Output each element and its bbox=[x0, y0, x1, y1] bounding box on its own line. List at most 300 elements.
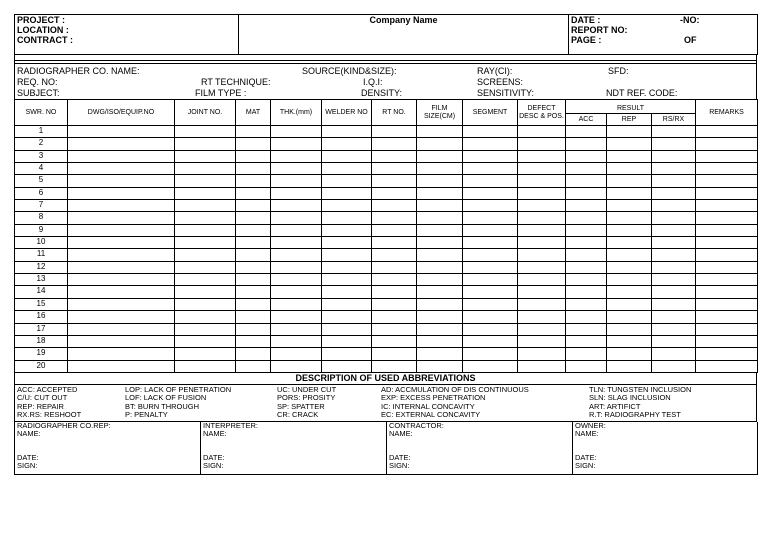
table-cell[interactable] bbox=[566, 138, 607, 150]
table-cell[interactable] bbox=[271, 261, 322, 273]
table-cell[interactable] bbox=[322, 323, 372, 335]
table-cell[interactable] bbox=[322, 200, 372, 212]
table-cell[interactable] bbox=[372, 274, 417, 286]
company-name-cell bbox=[239, 15, 569, 55]
table-cell[interactable] bbox=[372, 200, 417, 212]
table-cell[interactable] bbox=[175, 323, 236, 335]
table-cell[interactable] bbox=[236, 138, 271, 150]
table-cell[interactable] bbox=[607, 224, 652, 236]
table-cell[interactable] bbox=[696, 163, 758, 175]
table-row bbox=[15, 200, 758, 212]
table-cell[interactable] bbox=[271, 348, 322, 360]
table-cell[interactable] bbox=[607, 323, 652, 335]
table-cell[interactable] bbox=[271, 175, 322, 187]
table-cell[interactable] bbox=[463, 323, 518, 335]
row-number: 16 bbox=[15, 311, 68, 323]
table-cell[interactable] bbox=[566, 286, 607, 298]
table-cell[interactable] bbox=[68, 274, 175, 286]
table-cell[interactable] bbox=[607, 298, 652, 310]
table-cell[interactable] bbox=[372, 212, 417, 224]
table-cell[interactable] bbox=[696, 274, 758, 286]
table-cell[interactable] bbox=[175, 286, 236, 298]
table-cell[interactable] bbox=[236, 261, 271, 273]
table-cell[interactable] bbox=[372, 360, 417, 372]
table-cell[interactable] bbox=[68, 311, 175, 323]
table-cell[interactable] bbox=[518, 323, 566, 335]
table-cell[interactable] bbox=[68, 348, 175, 360]
table-cell[interactable] bbox=[417, 175, 463, 187]
table-cell[interactable] bbox=[607, 150, 652, 162]
table-cell[interactable] bbox=[68, 323, 175, 335]
table-cell[interactable] bbox=[175, 237, 236, 249]
col-header-thk: THK.(mm) bbox=[271, 100, 322, 126]
table-cell[interactable] bbox=[607, 212, 652, 224]
table-cell[interactable] bbox=[463, 286, 518, 298]
table-cell[interactable] bbox=[271, 360, 322, 372]
table-cell[interactable] bbox=[236, 298, 271, 310]
table-cell[interactable] bbox=[518, 138, 566, 150]
table-cell[interactable] bbox=[236, 360, 271, 372]
table-cell[interactable] bbox=[417, 212, 463, 224]
table-cell[interactable] bbox=[322, 360, 372, 372]
table-cell[interactable] bbox=[652, 348, 696, 360]
table-cell[interactable] bbox=[322, 237, 372, 249]
table-cell[interactable] bbox=[696, 323, 758, 335]
table-cell[interactable] bbox=[271, 138, 322, 150]
table-cell[interactable] bbox=[175, 200, 236, 212]
table-cell[interactable] bbox=[322, 224, 372, 236]
table-cell[interactable] bbox=[463, 126, 518, 138]
rt-technique-label: RT TECHNIQUE: bbox=[201, 77, 271, 87]
table-cell[interactable] bbox=[696, 212, 758, 224]
table-cell[interactable] bbox=[518, 200, 566, 212]
table-cell[interactable] bbox=[175, 126, 236, 138]
table-cell[interactable] bbox=[652, 237, 696, 249]
density-label: DENSITY: bbox=[361, 88, 403, 98]
table-cell[interactable] bbox=[417, 163, 463, 175]
table-cell[interactable] bbox=[518, 261, 566, 273]
table-cell[interactable] bbox=[607, 348, 652, 360]
table-cell[interactable] bbox=[372, 150, 417, 162]
table-cell[interactable] bbox=[68, 175, 175, 187]
table-cell[interactable] bbox=[566, 126, 607, 138]
table-cell[interactable] bbox=[236, 200, 271, 212]
table-cell[interactable] bbox=[322, 175, 372, 187]
col-header-welder-no: WELDER NO bbox=[322, 100, 372, 126]
table-cell[interactable] bbox=[652, 261, 696, 273]
table-cell[interactable] bbox=[68, 261, 175, 273]
table-cell[interactable] bbox=[322, 311, 372, 323]
table-cell[interactable] bbox=[68, 335, 175, 347]
table-cell[interactable] bbox=[68, 237, 175, 249]
table-cell[interactable] bbox=[607, 187, 652, 199]
table-cell[interactable] bbox=[652, 274, 696, 286]
table-cell[interactable] bbox=[566, 224, 607, 236]
table-cell[interactable] bbox=[68, 212, 175, 224]
table-cell[interactable] bbox=[652, 311, 696, 323]
table-cell[interactable] bbox=[463, 249, 518, 261]
table-cell[interactable] bbox=[372, 323, 417, 335]
table-cell[interactable] bbox=[236, 249, 271, 261]
table-cell[interactable] bbox=[175, 175, 236, 187]
table-cell[interactable] bbox=[463, 335, 518, 347]
table-cell[interactable] bbox=[652, 298, 696, 310]
table-cell[interactable] bbox=[322, 274, 372, 286]
table-cell[interactable] bbox=[322, 298, 372, 310]
table-cell[interactable] bbox=[68, 187, 175, 199]
table-cell[interactable] bbox=[322, 348, 372, 360]
table-cell[interactable] bbox=[518, 286, 566, 298]
table-cell[interactable] bbox=[271, 212, 322, 224]
table-cell[interactable] bbox=[696, 187, 758, 199]
table-cell[interactable] bbox=[696, 237, 758, 249]
row-number: 19 bbox=[15, 348, 68, 360]
table-cell[interactable] bbox=[322, 126, 372, 138]
table-cell[interactable] bbox=[271, 311, 322, 323]
table-cell[interactable] bbox=[372, 335, 417, 347]
table-cell[interactable] bbox=[417, 298, 463, 310]
table-cell[interactable] bbox=[463, 224, 518, 236]
table-cell[interactable] bbox=[566, 348, 607, 360]
table-cell[interactable] bbox=[417, 360, 463, 372]
table-cell[interactable] bbox=[271, 274, 322, 286]
screens-label: SCREENS: bbox=[477, 77, 524, 87]
table-cell[interactable] bbox=[696, 126, 758, 138]
table-cell[interactable] bbox=[463, 298, 518, 310]
table-cell[interactable] bbox=[696, 311, 758, 323]
table-cell[interactable] bbox=[518, 335, 566, 347]
table-cell[interactable] bbox=[372, 261, 417, 273]
table-cell[interactable] bbox=[175, 360, 236, 372]
table-cell[interactable] bbox=[518, 150, 566, 162]
table-cell[interactable] bbox=[463, 175, 518, 187]
table-cell[interactable] bbox=[372, 126, 417, 138]
table-cell[interactable] bbox=[463, 150, 518, 162]
sign-title: RADIOGRAPHER CO.REP: bbox=[17, 420, 111, 430]
table-cell[interactable] bbox=[696, 286, 758, 298]
sign-label: SIGN: bbox=[389, 461, 410, 471]
table-cell[interactable] bbox=[696, 360, 758, 372]
table-cell[interactable] bbox=[652, 138, 696, 150]
table-cell[interactable] bbox=[566, 274, 607, 286]
table-cell[interactable] bbox=[175, 138, 236, 150]
table-cell[interactable] bbox=[68, 286, 175, 298]
table-cell[interactable] bbox=[607, 237, 652, 249]
table-cell[interactable] bbox=[417, 286, 463, 298]
table-cell[interactable] bbox=[236, 224, 271, 236]
table-cell[interactable] bbox=[607, 360, 652, 372]
table-cell[interactable] bbox=[518, 348, 566, 360]
row-number: 1 bbox=[15, 126, 68, 138]
row-number: 18 bbox=[15, 335, 68, 347]
table-cell[interactable] bbox=[417, 138, 463, 150]
abbr-item: EC: EXTERNAL CONCAVITY bbox=[381, 410, 481, 420]
table-cell[interactable] bbox=[566, 200, 607, 212]
table-cell[interactable] bbox=[696, 224, 758, 236]
table-cell[interactable] bbox=[566, 360, 607, 372]
table-cell[interactable] bbox=[566, 311, 607, 323]
subject-label: SUBJECT: bbox=[17, 88, 60, 98]
table-cell[interactable] bbox=[417, 311, 463, 323]
table-cell[interactable] bbox=[566, 249, 607, 261]
table-cell[interactable] bbox=[518, 175, 566, 187]
table-cell[interactable] bbox=[566, 237, 607, 249]
sign-label: SIGN: bbox=[203, 461, 224, 471]
table-cell[interactable] bbox=[696, 249, 758, 261]
table-cell[interactable] bbox=[518, 360, 566, 372]
row-number: 10 bbox=[15, 237, 68, 249]
table-cell[interactable] bbox=[175, 298, 236, 310]
table-cell[interactable] bbox=[372, 348, 417, 360]
table-cell[interactable] bbox=[607, 261, 652, 273]
table-cell[interactable] bbox=[322, 138, 372, 150]
table-cell[interactable] bbox=[175, 249, 236, 261]
table-cell[interactable] bbox=[322, 261, 372, 273]
table-cell[interactable] bbox=[518, 249, 566, 261]
table-cell[interactable] bbox=[652, 249, 696, 261]
table-cell[interactable] bbox=[652, 200, 696, 212]
table-cell[interactable] bbox=[271, 286, 322, 298]
row-number: 5 bbox=[15, 175, 68, 187]
table-cell[interactable] bbox=[372, 286, 417, 298]
table-cell[interactable] bbox=[607, 311, 652, 323]
abbr-item: BT: BURN THROUGH bbox=[125, 401, 200, 411]
row-number: 15 bbox=[15, 298, 68, 310]
table-cell[interactable] bbox=[607, 200, 652, 212]
table-cell[interactable] bbox=[372, 311, 417, 323]
table-cell[interactable] bbox=[236, 175, 271, 187]
table-cell[interactable] bbox=[175, 261, 236, 273]
table-cell[interactable] bbox=[696, 200, 758, 212]
col-header-film-size: FILM SIZE(CM) bbox=[417, 100, 463, 126]
table-cell[interactable] bbox=[372, 163, 417, 175]
table-cell[interactable] bbox=[652, 360, 696, 372]
table-cell[interactable] bbox=[417, 224, 463, 236]
table-cell[interactable] bbox=[322, 187, 372, 199]
radiography-report-form bbox=[14, 14, 757, 475]
table-cell[interactable] bbox=[566, 163, 607, 175]
table-cell[interactable] bbox=[271, 249, 322, 261]
table-cell[interactable] bbox=[175, 224, 236, 236]
table-cell[interactable] bbox=[175, 163, 236, 175]
table-cell[interactable] bbox=[322, 163, 372, 175]
table-cell[interactable] bbox=[463, 163, 518, 175]
table-cell[interactable] bbox=[607, 126, 652, 138]
table-cell[interactable] bbox=[652, 150, 696, 162]
table-cell[interactable] bbox=[68, 138, 175, 150]
table-cell[interactable] bbox=[518, 224, 566, 236]
table-cell[interactable] bbox=[518, 274, 566, 286]
abbr-col-4 bbox=[381, 386, 529, 420]
table-cell[interactable] bbox=[175, 212, 236, 224]
table-cell[interactable] bbox=[175, 274, 236, 286]
name-label: NAME: bbox=[389, 429, 413, 439]
table-cell[interactable] bbox=[417, 200, 463, 212]
table-cell[interactable] bbox=[696, 298, 758, 310]
table-cell[interactable] bbox=[417, 150, 463, 162]
table-cell[interactable] bbox=[236, 150, 271, 162]
table-cell[interactable] bbox=[566, 187, 607, 199]
table-cell[interactable] bbox=[236, 212, 271, 224]
report-meta-cell bbox=[569, 15, 758, 55]
table-cell[interactable] bbox=[68, 150, 175, 162]
table-cell[interactable] bbox=[463, 274, 518, 286]
table-row bbox=[15, 126, 758, 138]
table-cell[interactable] bbox=[652, 126, 696, 138]
table-cell[interactable] bbox=[652, 187, 696, 199]
table-cell[interactable] bbox=[518, 212, 566, 224]
owner-sign-cell bbox=[573, 422, 758, 475]
table-cell[interactable] bbox=[322, 212, 372, 224]
table-cell[interactable] bbox=[696, 138, 758, 150]
table-cell[interactable] bbox=[566, 212, 607, 224]
table-cell[interactable] bbox=[271, 150, 322, 162]
table-cell[interactable] bbox=[372, 187, 417, 199]
table-cell[interactable] bbox=[566, 150, 607, 162]
name-label: NAME: bbox=[575, 429, 599, 439]
table-cell[interactable] bbox=[652, 163, 696, 175]
table-cell[interactable] bbox=[518, 298, 566, 310]
table-cell[interactable] bbox=[372, 224, 417, 236]
table-cell[interactable] bbox=[175, 311, 236, 323]
table-cell[interactable] bbox=[417, 261, 463, 273]
date-label: DATE: bbox=[203, 452, 225, 462]
table-cell[interactable] bbox=[417, 249, 463, 261]
table-cell[interactable] bbox=[175, 335, 236, 347]
table-cell[interactable] bbox=[236, 323, 271, 335]
abbr-item: SLN: SLAG INCLUSION bbox=[589, 393, 671, 403]
table-cell[interactable] bbox=[518, 187, 566, 199]
sign-title: CONTRACTOR: bbox=[389, 420, 444, 430]
table-cell[interactable] bbox=[236, 348, 271, 360]
row-number: 4 bbox=[15, 163, 68, 175]
table-cell[interactable] bbox=[463, 200, 518, 212]
table-cell[interactable] bbox=[463, 212, 518, 224]
table-cell[interactable] bbox=[271, 163, 322, 175]
table-cell[interactable] bbox=[68, 249, 175, 261]
table-cell[interactable] bbox=[607, 249, 652, 261]
name-label: NAME: bbox=[203, 429, 227, 439]
table-cell[interactable] bbox=[271, 224, 322, 236]
table-cell[interactable] bbox=[463, 348, 518, 360]
table-cell[interactable] bbox=[652, 335, 696, 347]
table-cell[interactable] bbox=[652, 212, 696, 224]
table-cell[interactable] bbox=[322, 150, 372, 162]
table-cell[interactable] bbox=[652, 175, 696, 187]
table-cell[interactable] bbox=[68, 360, 175, 372]
table-cell[interactable] bbox=[372, 175, 417, 187]
table-cell[interactable] bbox=[652, 323, 696, 335]
table-cell[interactable] bbox=[417, 126, 463, 138]
table-cell[interactable] bbox=[175, 187, 236, 199]
table-cell[interactable] bbox=[372, 138, 417, 150]
table-cell[interactable] bbox=[236, 286, 271, 298]
table-cell[interactable] bbox=[607, 286, 652, 298]
table-cell[interactable] bbox=[607, 138, 652, 150]
table-cell[interactable] bbox=[236, 274, 271, 286]
table-cell[interactable] bbox=[607, 175, 652, 187]
sign-title: OWNER: bbox=[575, 420, 606, 430]
table-cell[interactable] bbox=[696, 175, 758, 187]
table-cell[interactable] bbox=[463, 138, 518, 150]
table-cell[interactable] bbox=[696, 348, 758, 360]
table-cell[interactable] bbox=[271, 335, 322, 347]
table-cell[interactable] bbox=[236, 187, 271, 199]
table-cell[interactable] bbox=[372, 237, 417, 249]
table-cell[interactable] bbox=[417, 274, 463, 286]
table-cell[interactable] bbox=[271, 126, 322, 138]
table-cell[interactable] bbox=[566, 298, 607, 310]
table-cell[interactable] bbox=[271, 187, 322, 199]
table-cell[interactable] bbox=[463, 360, 518, 372]
table-cell[interactable] bbox=[463, 261, 518, 273]
table-cell[interactable] bbox=[372, 298, 417, 310]
table-row bbox=[15, 286, 758, 298]
table-cell[interactable] bbox=[652, 224, 696, 236]
table-cell[interactable] bbox=[518, 311, 566, 323]
table-cell[interactable] bbox=[417, 323, 463, 335]
table-cell[interactable] bbox=[417, 237, 463, 249]
table-cell[interactable] bbox=[463, 237, 518, 249]
table-cell[interactable] bbox=[271, 298, 322, 310]
table-cell[interactable] bbox=[271, 200, 322, 212]
table-cell[interactable] bbox=[68, 224, 175, 236]
table-cell[interactable] bbox=[607, 335, 652, 347]
table-cell[interactable] bbox=[68, 298, 175, 310]
radiographer-rep-sign-cell bbox=[15, 422, 201, 475]
table-cell[interactable] bbox=[566, 261, 607, 273]
table-cell[interactable] bbox=[417, 335, 463, 347]
table-cell[interactable] bbox=[175, 348, 236, 360]
table-cell[interactable] bbox=[236, 163, 271, 175]
table-cell[interactable] bbox=[696, 261, 758, 273]
table-cell[interactable] bbox=[236, 126, 271, 138]
table-cell[interactable] bbox=[518, 237, 566, 249]
table-cell[interactable] bbox=[463, 187, 518, 199]
table-cell[interactable] bbox=[236, 311, 271, 323]
table-cell[interactable] bbox=[68, 163, 175, 175]
table-cell[interactable] bbox=[417, 187, 463, 199]
table-cell[interactable] bbox=[566, 335, 607, 347]
table-cell[interactable] bbox=[607, 274, 652, 286]
table-cell[interactable] bbox=[68, 126, 175, 138]
table-cell[interactable] bbox=[271, 323, 322, 335]
ndt-ref-code-label: NDT REF. CODE: bbox=[606, 88, 678, 98]
signature-block bbox=[14, 422, 758, 475]
table-cell[interactable] bbox=[175, 150, 236, 162]
table-cell[interactable] bbox=[68, 200, 175, 212]
table-cell[interactable] bbox=[518, 163, 566, 175]
table-cell[interactable] bbox=[566, 175, 607, 187]
col-header-rsrx: RS/RX bbox=[652, 114, 696, 126]
table-cell[interactable] bbox=[236, 237, 271, 249]
table-cell[interactable] bbox=[271, 237, 322, 249]
table-cell[interactable] bbox=[566, 323, 607, 335]
table-cell[interactable] bbox=[652, 286, 696, 298]
table-cell[interactable] bbox=[322, 286, 372, 298]
table-cell[interactable] bbox=[463, 311, 518, 323]
table-cell[interactable] bbox=[322, 335, 372, 347]
table-cell[interactable] bbox=[607, 163, 652, 175]
table-cell[interactable] bbox=[696, 335, 758, 347]
table-cell[interactable] bbox=[322, 249, 372, 261]
test-info-block bbox=[14, 63, 757, 99]
table-cell[interactable] bbox=[417, 348, 463, 360]
table-cell[interactable] bbox=[518, 126, 566, 138]
table-cell[interactable] bbox=[696, 150, 758, 162]
table-cell[interactable] bbox=[372, 249, 417, 261]
table-cell[interactable] bbox=[236, 335, 271, 347]
